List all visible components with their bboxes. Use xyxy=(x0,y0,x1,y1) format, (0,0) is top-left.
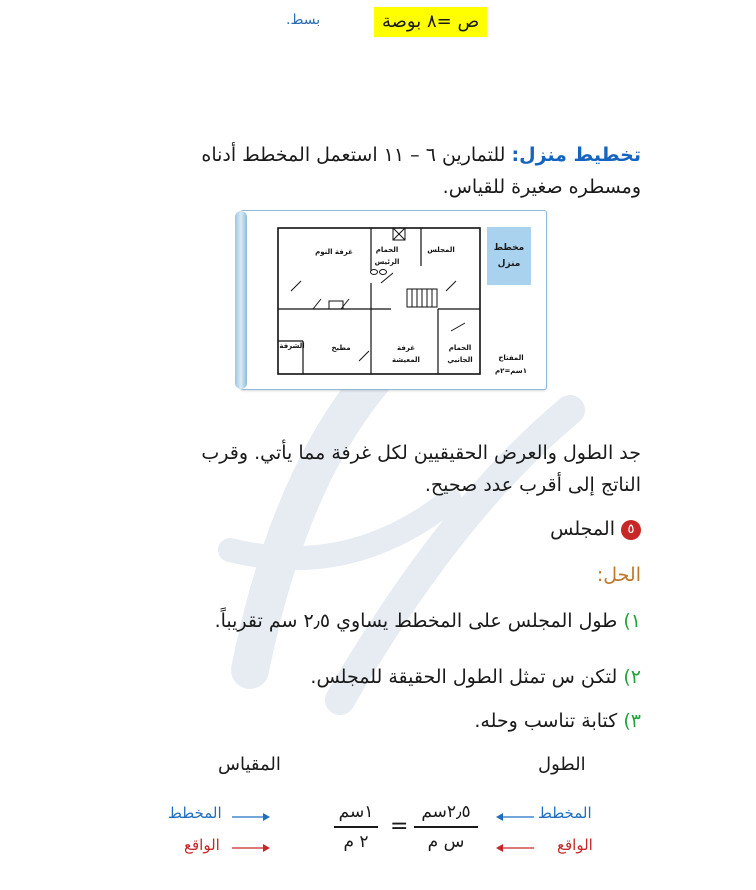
exercise-heading xyxy=(201,140,641,171)
exercise-item xyxy=(550,514,641,545)
room-bedroom: غرفة النوم xyxy=(315,248,353,256)
label-real-left-text: الواقع xyxy=(184,836,220,854)
fraction-length-top: ٢٫٥سم xyxy=(421,802,471,822)
heading-bold: تخطيط منزل: xyxy=(511,144,641,166)
answer-highlight: ص =٨ بوصة xyxy=(374,7,487,37)
fraction-length xyxy=(414,800,478,854)
room-main-bath-1: الحمام xyxy=(375,246,399,254)
step-3 xyxy=(474,706,641,737)
instruction-line1: جد الطول والعرض الحقيقيين لكل غرفة مما يأتي. وقرب xyxy=(201,442,641,464)
room-side-bath-2: الجانبي xyxy=(447,356,473,364)
plan-key-title: المفتاح xyxy=(498,354,524,362)
room-living-2: المعيشة xyxy=(392,356,420,364)
room-side-bath-1: الحمام xyxy=(448,344,472,352)
plan-title-box xyxy=(487,227,531,285)
floor-plan-figure xyxy=(240,210,547,390)
arrow-right-icon xyxy=(230,812,270,822)
label-plan-left xyxy=(168,804,222,822)
room-majlis: المجلس xyxy=(427,246,455,254)
plan-title-1: مخطط xyxy=(493,243,525,253)
plan-key-scale: ١سم=٢م xyxy=(495,367,527,375)
label-real-right-text: الواقع xyxy=(557,836,593,854)
plan-title-2: منزل xyxy=(497,259,521,269)
step-2-text: لتكن س تمثل الطول الحقيقة للمجلس. xyxy=(310,666,618,688)
step-3-number: ٣) xyxy=(623,710,641,732)
room-living-1: غرفة xyxy=(397,344,415,352)
room-balcony: الشرفة xyxy=(279,342,305,350)
instruction-line2: الناتج إلى أقرب عدد صحيح. xyxy=(424,474,641,496)
exercise-number-badge: ٥ xyxy=(621,520,641,540)
fraction-length-bottom: س م xyxy=(427,832,465,852)
label-plan-right-text: المخطط xyxy=(538,804,592,822)
room-kitchen: مطبخ xyxy=(331,344,351,352)
step-3-text: كتابة تناسب وحله. xyxy=(474,710,618,732)
fraction-scale-top: ١سم xyxy=(338,802,374,822)
simplify-label: بسط. xyxy=(286,12,321,28)
room-main-bath-2: الرئيس xyxy=(374,258,400,266)
arrow-right-icon xyxy=(230,843,270,853)
fraction-scale xyxy=(334,800,378,854)
fraction-bar xyxy=(334,826,378,828)
step-1-text: طول المجلس على المخطط يساوي ٢٫٥ سم تقريباً. xyxy=(214,610,618,632)
arrow-left-icon xyxy=(496,812,536,822)
label-plan-right xyxy=(538,804,592,822)
fraction-bar xyxy=(414,826,478,828)
heading-line2: ومسطره صغيرة للقياس. xyxy=(442,176,641,198)
equals-sign: = xyxy=(390,814,409,839)
length-header: الطول xyxy=(538,754,586,775)
step-2 xyxy=(310,662,641,693)
solution-label: الحل: xyxy=(596,564,641,586)
step-1 xyxy=(215,606,641,637)
exercise-title: المجلس xyxy=(550,518,615,540)
label-plan-left-text: المخطط xyxy=(168,804,222,822)
arrow-left-icon xyxy=(496,843,536,853)
label-real-left xyxy=(184,836,220,854)
fraction-scale-bottom: ٢ م xyxy=(343,832,369,852)
label-real-right xyxy=(557,836,593,854)
heading-text: للتمارين ٦ – ١١ استعمل المخطط أدناه xyxy=(201,144,506,166)
scale-header: المقياس xyxy=(218,754,281,775)
step-2-number: ٢) xyxy=(623,666,641,688)
step-1-number: ١) xyxy=(623,610,641,632)
